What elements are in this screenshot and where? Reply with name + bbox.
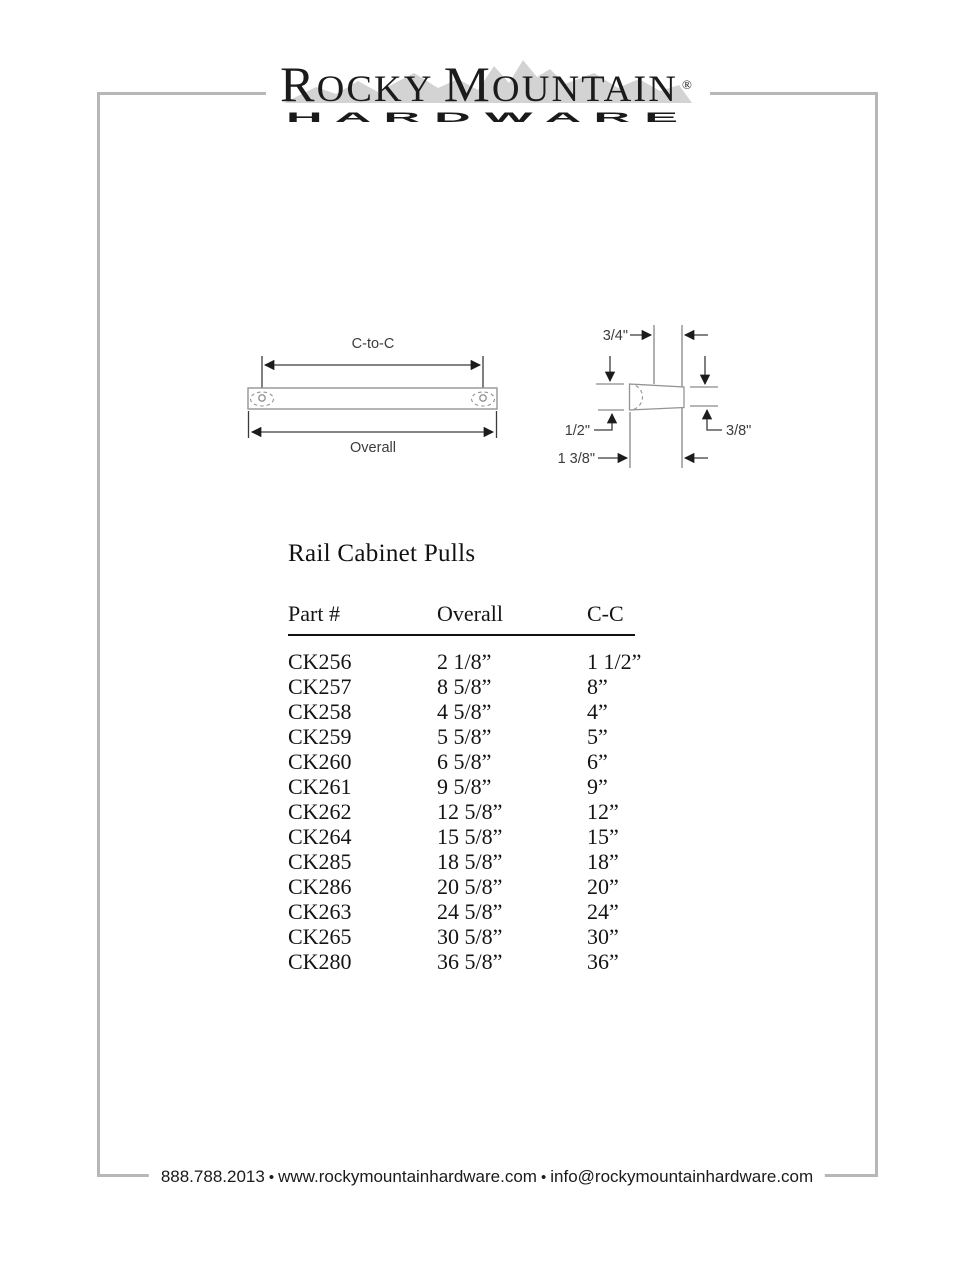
column-header-part: Part # xyxy=(288,601,340,626)
brand-logo xyxy=(266,44,710,136)
part-number-cell: CK285 xyxy=(288,849,352,874)
overall-cell: 2 1/8” xyxy=(437,649,492,674)
cc-cell: 18” xyxy=(587,849,619,874)
footer-phone: 888.788.2013 xyxy=(160,1167,265,1186)
page-title: Rail Cabinet Pulls xyxy=(288,540,476,567)
cc-cell: 12” xyxy=(587,799,619,824)
overall-cell: 8 5/8” xyxy=(437,674,492,699)
table-row xyxy=(288,949,658,974)
table-row xyxy=(288,699,658,724)
cc-cell: 24” xyxy=(587,899,619,924)
part-number-cell: CK280 xyxy=(288,949,352,974)
pull-profile-outline xyxy=(630,384,685,410)
overall-cell: 18 5/8” xyxy=(437,849,503,874)
part-number-cell: CK259 xyxy=(288,724,352,749)
left-height-label: 1/2" xyxy=(564,423,590,439)
cc-cell: 20” xyxy=(587,874,619,899)
table-row xyxy=(288,674,658,699)
brand-initial: M xyxy=(443,56,491,112)
cc-cell: 6” xyxy=(587,749,608,774)
overall-dimension xyxy=(249,411,497,438)
cc-cell: 9” xyxy=(587,774,608,799)
registered-trademark-icon: ® xyxy=(682,77,692,92)
overall-cell: 15 5/8” xyxy=(437,824,503,849)
front-view-diagram xyxy=(240,325,506,461)
footer-separator: • xyxy=(268,1169,275,1186)
table-row xyxy=(288,824,658,849)
table-row xyxy=(288,849,658,874)
part-number-cell: CK257 xyxy=(288,674,352,699)
overall-cell: 5 5/8” xyxy=(437,724,492,749)
part-number-cell: CK265 xyxy=(288,924,352,949)
cc-cell: 8” xyxy=(587,674,608,699)
overall-cell: 12 5/8” xyxy=(437,799,503,824)
footer-website: www.rockymountainhardware.com xyxy=(278,1167,537,1186)
overall-cell: 36 5/8” xyxy=(437,949,503,974)
parts-table xyxy=(288,601,658,974)
column-header-cc: C-C xyxy=(587,601,624,626)
part-number-cell: CK263 xyxy=(288,899,352,924)
table-row xyxy=(288,899,658,924)
overall-cell: 6 5/8” xyxy=(437,749,492,774)
overall-cell: 20 5/8” xyxy=(437,874,503,899)
table-row xyxy=(288,874,658,899)
table-row xyxy=(288,749,658,774)
cc-cell: 5” xyxy=(587,724,608,749)
rocky-mountain-logo-icon xyxy=(266,44,710,136)
footer-contact-line xyxy=(149,1166,825,1188)
part-number-cell: CK258 xyxy=(288,699,352,724)
column-header-overall: Overall xyxy=(437,601,503,626)
cc-cell: 4” xyxy=(587,699,608,724)
brand-wordmark xyxy=(280,56,678,112)
brand-initial: R xyxy=(280,56,316,112)
brand-word-rest: OUNTAIN xyxy=(491,69,672,110)
header-rule xyxy=(288,634,635,636)
part-number-cell: CK286 xyxy=(288,874,352,899)
part-number-cell: CK260 xyxy=(288,749,352,774)
overall-cell: 24 5/8” xyxy=(437,899,503,924)
table-header-row xyxy=(288,601,658,627)
profile-view-diagram xyxy=(540,320,770,472)
table-row xyxy=(288,649,658,674)
overall-cell: 9 5/8” xyxy=(437,774,492,799)
overall-label: Overall xyxy=(350,440,396,456)
table-row xyxy=(288,924,658,949)
footer-separator: • xyxy=(540,1169,547,1186)
table-row xyxy=(288,799,658,824)
overall-cell: 4 5/8” xyxy=(437,699,492,724)
part-number-cell: CK256 xyxy=(288,649,352,674)
table-body xyxy=(288,649,658,974)
cc-cell: 36” xyxy=(587,949,619,974)
overall-width-label: 1 3/8" xyxy=(557,451,595,467)
brand-subtitle: H A R D W A R E xyxy=(286,110,678,125)
part-number-cell: CK261 xyxy=(288,774,352,799)
right-height-label: 3/8" xyxy=(726,423,752,439)
part-number-cell: CK262 xyxy=(288,799,352,824)
cc-cell: 15” xyxy=(587,824,619,849)
table-row xyxy=(288,774,658,799)
brand-word-rest: OCKY xyxy=(316,69,429,110)
cc-cell: 30” xyxy=(587,924,619,949)
cc-cell: 1 1/2” xyxy=(587,649,642,674)
top-dimension-label: 3/4" xyxy=(602,328,628,344)
part-number-cell: CK264 xyxy=(288,824,352,849)
c-to-c-label: C-to-C xyxy=(351,336,395,352)
overall-cell: 30 5/8” xyxy=(437,924,503,949)
rail-outline xyxy=(248,388,497,409)
footer-email: info@rockymountainhardware.com xyxy=(550,1167,814,1186)
table-row xyxy=(288,724,658,749)
